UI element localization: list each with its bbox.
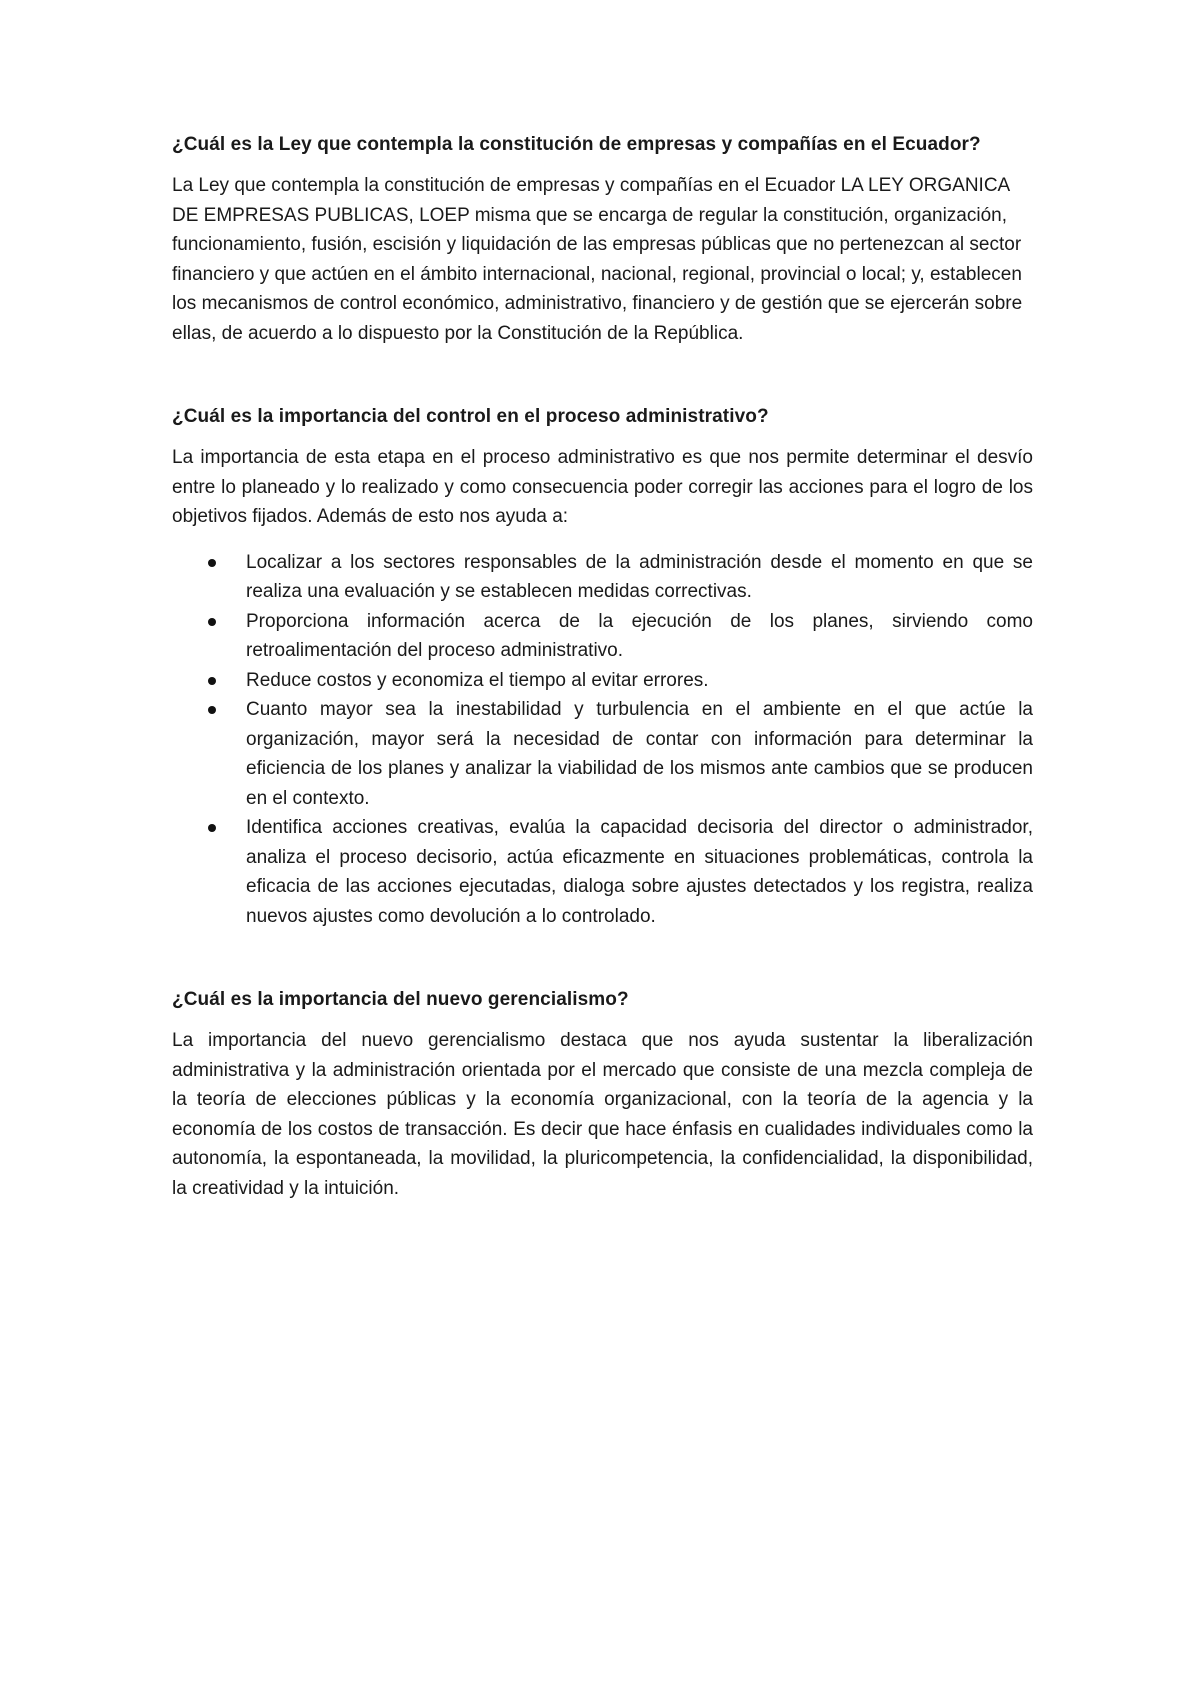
question-heading: ¿Cuál es la importancia del control en el proceso administrativo? [172,406,769,427]
bullet-icon [208,706,216,714]
list-item [172,695,1033,813]
bullet-icon [208,618,216,626]
question-heading: ¿Cuál es la Ley que contempla la constitución de empresas y compañías en el Ecuador? [172,134,981,155]
question-heading: ¿Cuál es la importancia del nuevo gerencialismo? [172,989,629,1010]
list-item-text: Identifica acciones creativas, evalúa la capacidad decisoria del director o administrador, analiza el proceso decisorio, actúa eficazmente en situaciones problemáticas, controla la eficacia de las acciones ejecutadas, dialoga sobre ajustes detectados y los registra, realiza nuevos ajustes como devolución a lo controlado. [246,817,1033,927]
list-item [172,607,1033,666]
section-nuevo-gerencialismo [172,985,1033,1203]
list-item-text: Proporciona información acerca de la ejecución de los planes, sirviendo como retroalimentación del proceso administrativo. [246,610,1033,661]
section-importancia-control [172,402,1033,931]
list-item-text: Localizar a los sectores responsables de la administración desde el momento en que se realiza una evaluación y se establecen medidas correctivas. [246,551,1033,602]
list-item-text: Reduce costos y economiza el tiempo al evitar errores. [246,669,709,691]
answer-paragraph: La importancia del nuevo gerencialismo destaca que nos ayuda sustentar la liberalización administrativa y la administración orientada por el mercado que consiste de una mezcla compleja de la teoría de elecciones públicas y la economía organizacional, con la teoría de la agencia y la economía de los costos de transacción. Es decir que hace énfasis en cualidades individuales como la autonomía, la espontaneada, la movilidad, la pluricompetencia, la confidencialidad, la disponibilidad, la creatividad y la intuición. [172,1030,1033,1199]
bullet-icon [208,824,216,832]
answer-paragraph: La importancia de esta etapa en el proceso administrativo es que nos permite determinar el desvío entre lo planeado y lo realizado y como consecuencia poder corregir las acciones para el logro de los objetivos fijados. Además de esto nos ayuda a: [172,447,1033,527]
list-item [172,666,1033,696]
document-page [172,130,1033,1203]
answer-paragraph: La Ley que contempla la constitución de empresas y compañías en el Ecuador LA LEY ORGANICA DE EMPRESAS PUBLICAS, LOEP misma que se encarga de regular la constitución, organización, funcionamiento, fusión, escisión y liquidación de las empresas públicas que no pertenezcan al sector financiero y que actúen en el ámbito internacional, nacional, regional, provincial o local; y, establecen los mecanismos de control económico, administrativo, financiero y de gestión que se ejercerán sobre ellas, de acuerdo a lo dispuesto por la Constitución de la República. [172,175,1023,344]
list-item [172,813,1033,931]
list-item [172,548,1033,607]
bullet-icon [208,559,216,567]
bullet-list [172,548,1033,932]
section-ley-constitucion [172,130,1033,348]
bullet-icon [208,677,216,685]
list-item-text: Cuanto mayor sea la inestabilidad y turbulencia en el ambiente en el que actúe la organización, mayor será la necesidad de contar con información para determinar la eficiencia de los planes y analizar la viabilidad de los mismos ante cambios que se producen en el contexto. [246,699,1033,809]
